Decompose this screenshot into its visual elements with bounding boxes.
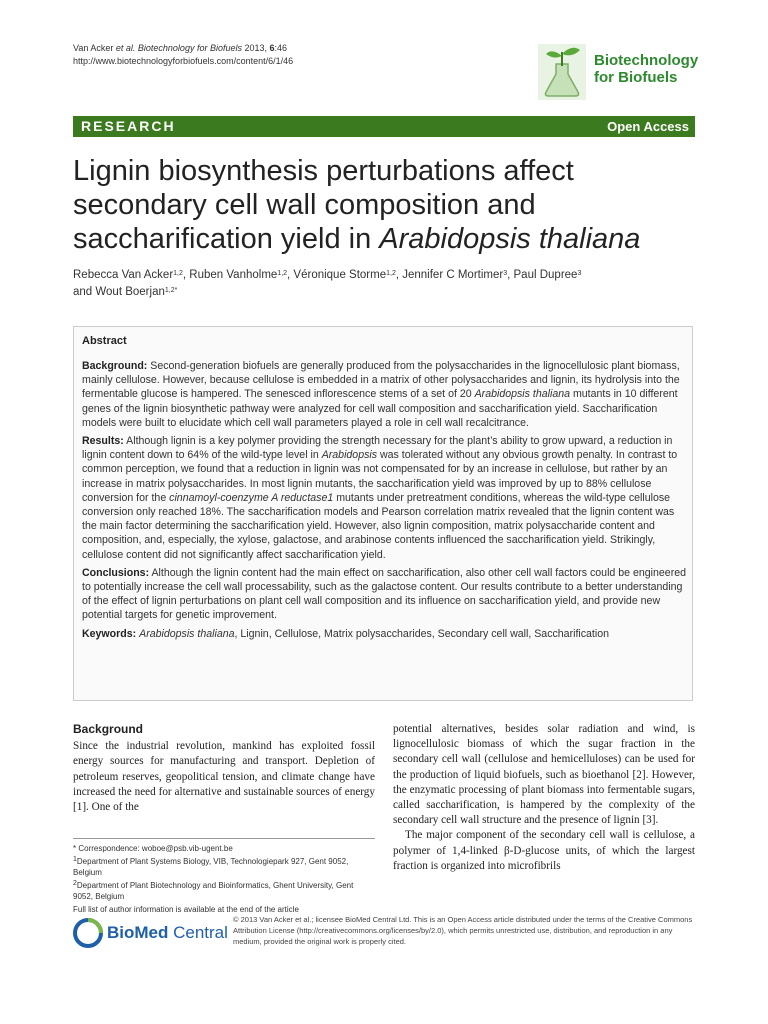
author[interactable]: Rebecca Van Acker$^{1,2}$	[73, 269, 183, 281]
author-list: Rebecca Van Acker$^{1,2}$, Ruben Vanholme$^{1,2}$, Véronique Storme$^{1,2}$, Jennifer C Mortimer$^3$, Paul Dupree$^3$ and Wout Boerjan$^{1,2*}$	[73, 269, 582, 298]
publisher-name: BioMed Central	[107, 923, 228, 942]
affiliation-2: $^2$Department of Plant Biotechnology and Bioinformatics, Ghent University, Gent 9052, Belgium	[73, 880, 354, 901]
citation-header	[73, 42, 293, 68]
citation-etal: et al.	[115, 43, 136, 53]
affiliation-1: $^1$Department of Plant Systems Biology, VIB, Technologiepark 927, Gent 9052, Belgium	[73, 856, 349, 877]
citation-page: :46	[274, 43, 288, 53]
journal-logo	[538, 44, 699, 104]
author[interactable]: Paul Dupree$^3$	[513, 269, 582, 281]
abstract-heading: Abstract	[82, 335, 127, 347]
section-banner	[73, 116, 695, 137]
body-column-left	[73, 722, 375, 815]
section-label: RESEARCH	[81, 118, 176, 134]
author[interactable]: Jennifer C Mortimer$^3$	[402, 269, 508, 281]
abstract-box	[73, 326, 693, 701]
title-text: Lignin biosynthesis perturbations affect secondary cell wall composition and saccharification yield in	[73, 155, 574, 255]
biomed-central-icon	[73, 918, 103, 948]
author[interactable]: Ruben Vanholme$^{1,2}$	[189, 269, 288, 281]
citation-url[interactable]: http://www.biotechnologyforbiofuels.com/content/6/1/46	[73, 56, 294, 66]
citation-year: 2013,	[244, 43, 268, 53]
body-paragraph: The major component of the secondary cell wall is cellulose, a polymer of 1,4-linked β-D-glucose units, of which the largest fraction is organized into microfibrils	[393, 829, 695, 872]
author[interactable]: Wout Boerjan$^{1,2*}$	[95, 286, 178, 298]
body-paragraph: Since the industrial revolution, mankind has exploited fossil energy sources for manufacturing and transport. Depletion of petroleum reserves, geopolitical tension, and climate change have increased the need for alternative and sustainable sources of energy [1]. One of the	[73, 740, 375, 814]
open-access-label: Open Access	[607, 119, 689, 134]
footnotes	[73, 838, 375, 917]
body-column-right	[393, 722, 695, 874]
citation-journal: Biotechnology for Biofuels	[137, 43, 242, 53]
author[interactable]: Véronique Storme$^{1,2}$	[293, 269, 396, 281]
citation-volume: 6	[269, 43, 275, 53]
abstract-keywords: Keywords: Arabidopsis thaliana, Lignin, Cellulose, Matrix polysaccharides, Secondary cell wall, Saccharification	[82, 627, 610, 640]
citation-authors: Van Acker	[73, 43, 114, 53]
license-text: © 2013 Van Acker et al.; licensee BioMed Central Ltd. This is an Open Access article distributed under the terms of the Creative Commons Attribution License (http://creativecommons.org/licenses/by/2.0), which permits unrestricted use, distribution, and reproduction in any medium, provided the original work is properly cited.	[233, 915, 693, 946]
correspondence[interactable]: * Correspondence: woboe@psb.vib-ugent.be	[73, 844, 233, 853]
abstract-conclusions: Conclusions: Although the lignin content had the main effect on saccharification, also other cell wall factors could be engineered to potentially increase the cell wall processability, such as the galactose content. Our results contribute to a better understanding of the effect of lignin perturbations on plant cell wall composition and its influence on saccharification yield, and provide new potential targets for genetic improvement.	[82, 566, 687, 622]
flask-sprout-icon	[538, 44, 586, 100]
abstract-background: Background: Second-generation biofuels are generally produced from the polysaccharides in the lignocellulosic plant biomass, mainly cellulose. However, because cellulose is embedded in a matrix of other polysaccharides and lignin, its hydrolysis into the fermentable glucose is hampered. The senesced inflorescence stems of a set of 20 Arabidopsis thaliana mutants in 10 different genes of the lignin biosynthetic pathway were analyzed for cell wall composition and saccharification yield. Saccharification models were built to elucidate which cell wall parameters played a role in cell wall recalcitrance.	[82, 360, 680, 429]
journal-name-line1: Biotechnology	[594, 52, 699, 69]
full-list-note: Full list of author information is available at the end of the article	[73, 905, 299, 914]
article-title	[73, 154, 713, 256]
section-heading-background: Background	[73, 722, 144, 736]
title-species: Arabidopsis thaliana	[379, 223, 641, 255]
abstract-results: Results: Although lignin is a key polymer providing the strength necessary for the plant’s ability to grow upward, a reduction in lignin content down to 64% of the wild-type level in Arabidopsis was tolerated without any obvious growth penalty. In contrast to common perception, we found that a reduction in lignin was not compensated for by an increase in cellulose, but rather by an increase in matrix polysaccharides. In most lignin mutants, the saccharification yield was improved by up to 88% cellulose conversion for the cinnamoyl-coenzyme A reductase1 mutants under pretreatment conditions, whereas the wild-type cellulose conversion only reached 18%. The saccharification models and Pearson correlation matrix revealed that the lignin content was the main factor determining the saccharification yield. However, also lignin composition, matrix polysaccharide content and composition, and, especially, the xylose, galactose, and arabinose contents influenced the saccharification yield. Strikingly, cellulose content did not significantly affect saccharification yield.	[82, 435, 678, 561]
abstract-body	[82, 359, 686, 645]
journal-name	[594, 52, 698, 86]
journal-name-line2: for Biofuels	[594, 69, 678, 86]
publisher-logo	[73, 915, 233, 951]
body-paragraph: potential alternatives, besides solar radiation and wind, is lignocellulosic biomass of which the sugar fraction in the secondary cell wall (cellulose and hemicelluloses) can be used for the production of liquid biofuels, such as bioethanol [2]. However, the enzymatic processing of plant biomass into fermentable sugars, called saccharification, is hampered by the complexity of the secondary cell wall structure and the presence of lignin [3].	[393, 723, 695, 827]
